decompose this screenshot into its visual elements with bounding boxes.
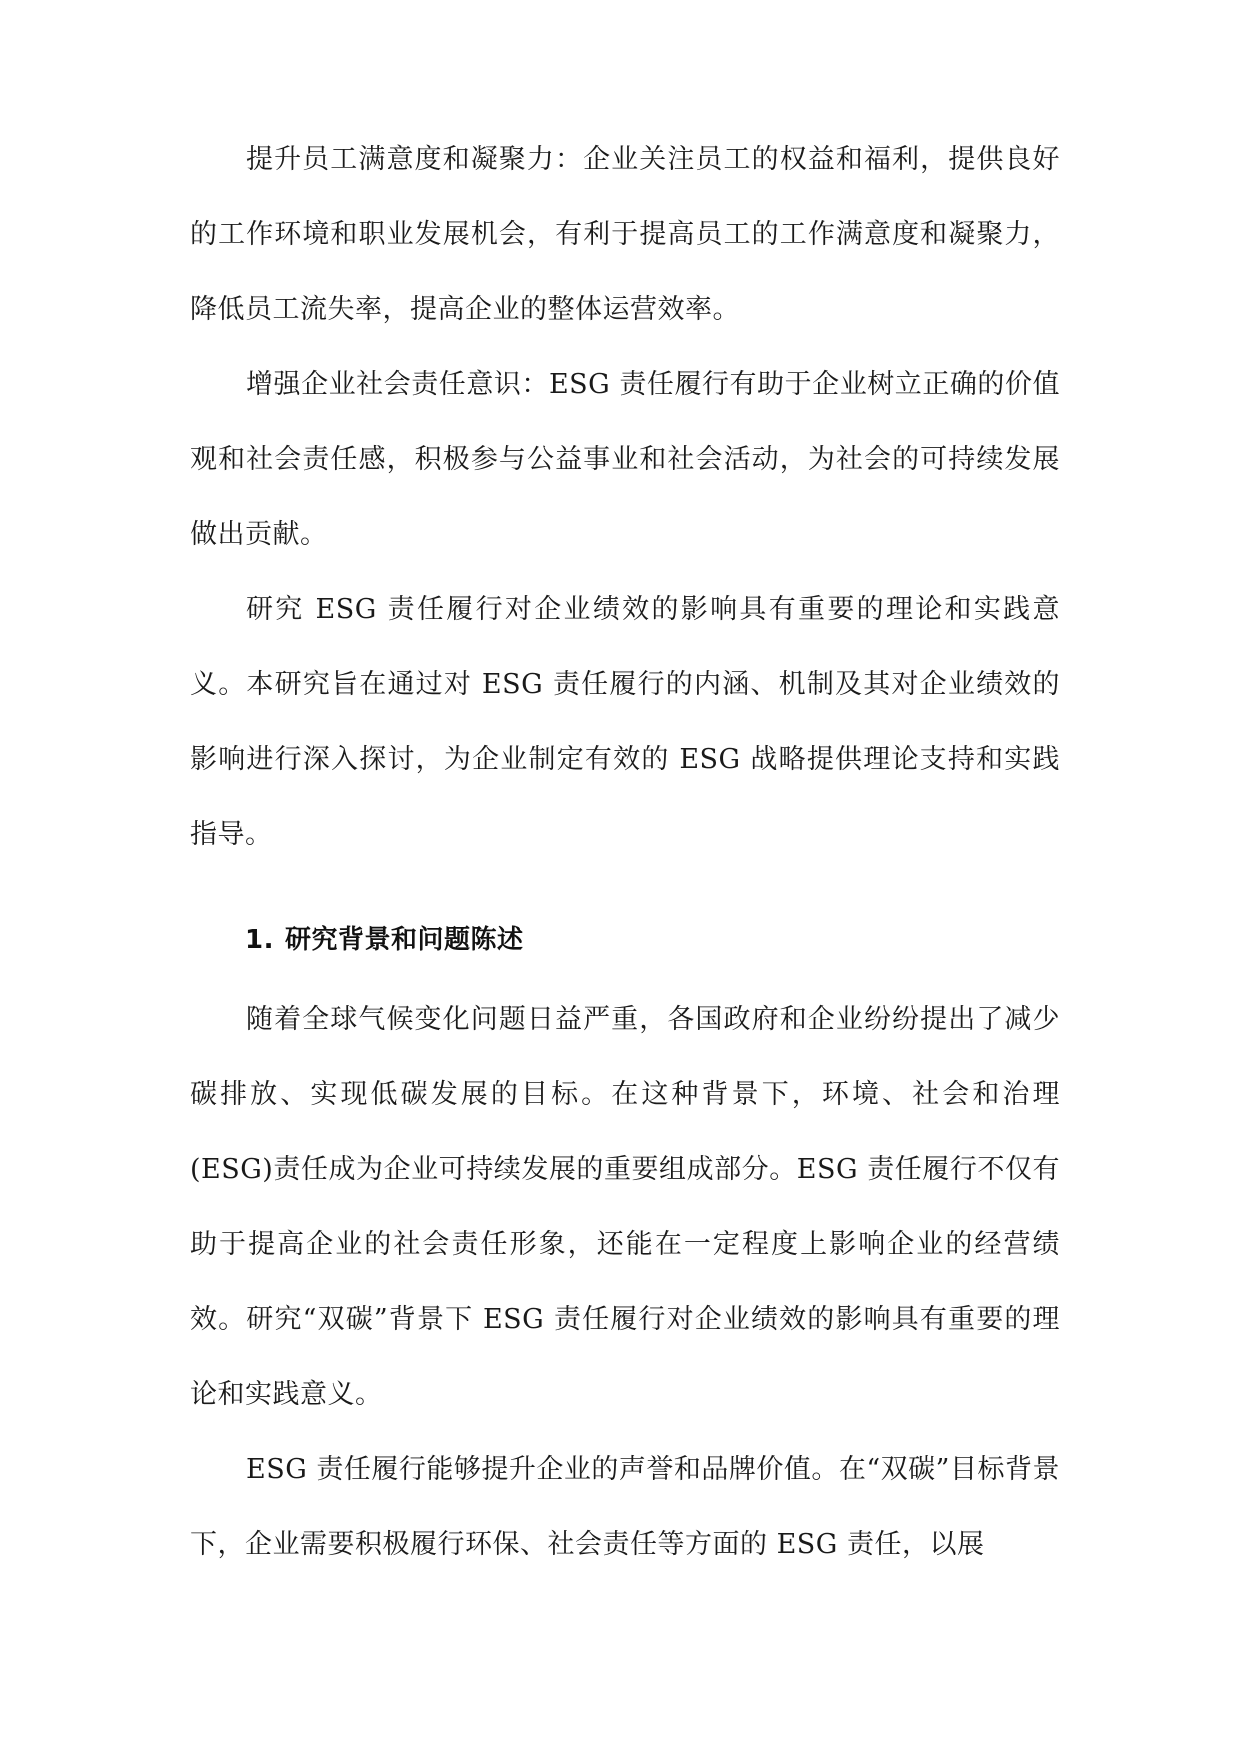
paragraph-employee-satisfaction: 提升员工满意度和凝聚力：企业关注员工的权益和福利，提供良好的工作环境和职业发展机会，有利于提高员工的工作满意度和凝聚力，降低员工流失率，提高企业的整体运营效率。 <box>190 144 1060 325</box>
body-text-top <box>190 122 1060 872</box>
paragraph-research-significance: 研究 ESG 责任履行对企业绩效的影响具有重要的理论和实践意义。本研究旨在通过对 ESG 责任履行的内涵、机制及其对企业绩效的影响进行深入探讨，为企业制定有效的 ESG 战略提供理论支持和实践指导。 <box>190 594 1060 850</box>
section-heading <box>245 920 1045 960</box>
paragraph-research-background: 随着全球气候变化问题日益严重，各国政府和企业纷纷提出了减少碳排放、实现低碳发展的目标。在这种背景下，环境、社会和治理(ESG)责任成为企业可持续发展的重要组成部分。ESG 责任履行不仅有助于提高企业的社会责任形象，还能在一定程度上影响企业的经营绩效。研究“双碳”背景下 ESG 责任履行对企业绩效的影响具有重要的理论和实践意义。 <box>190 1004 1060 1410</box>
section-number: 1. <box>245 925 274 955</box>
body-text-bottom <box>190 982 1060 1582</box>
section-title: 研究背景和问题陈述 <box>285 925 524 955</box>
paragraph-social-responsibility: 增强企业社会责任意识：ESG 责任履行有助于企业树立正确的价值观和社会责任感，积极参与公益事业和社会活动，为社会的可持续发展做出贡献。 <box>190 369 1060 550</box>
paragraph-brand-value: ESG 责任履行能够提升企业的声誉和品牌价值。在“双碳”目标背景下，企业需要积极履行环保、社会责任等方面的 ESG 责任，以展 <box>190 1454 1060 1560</box>
